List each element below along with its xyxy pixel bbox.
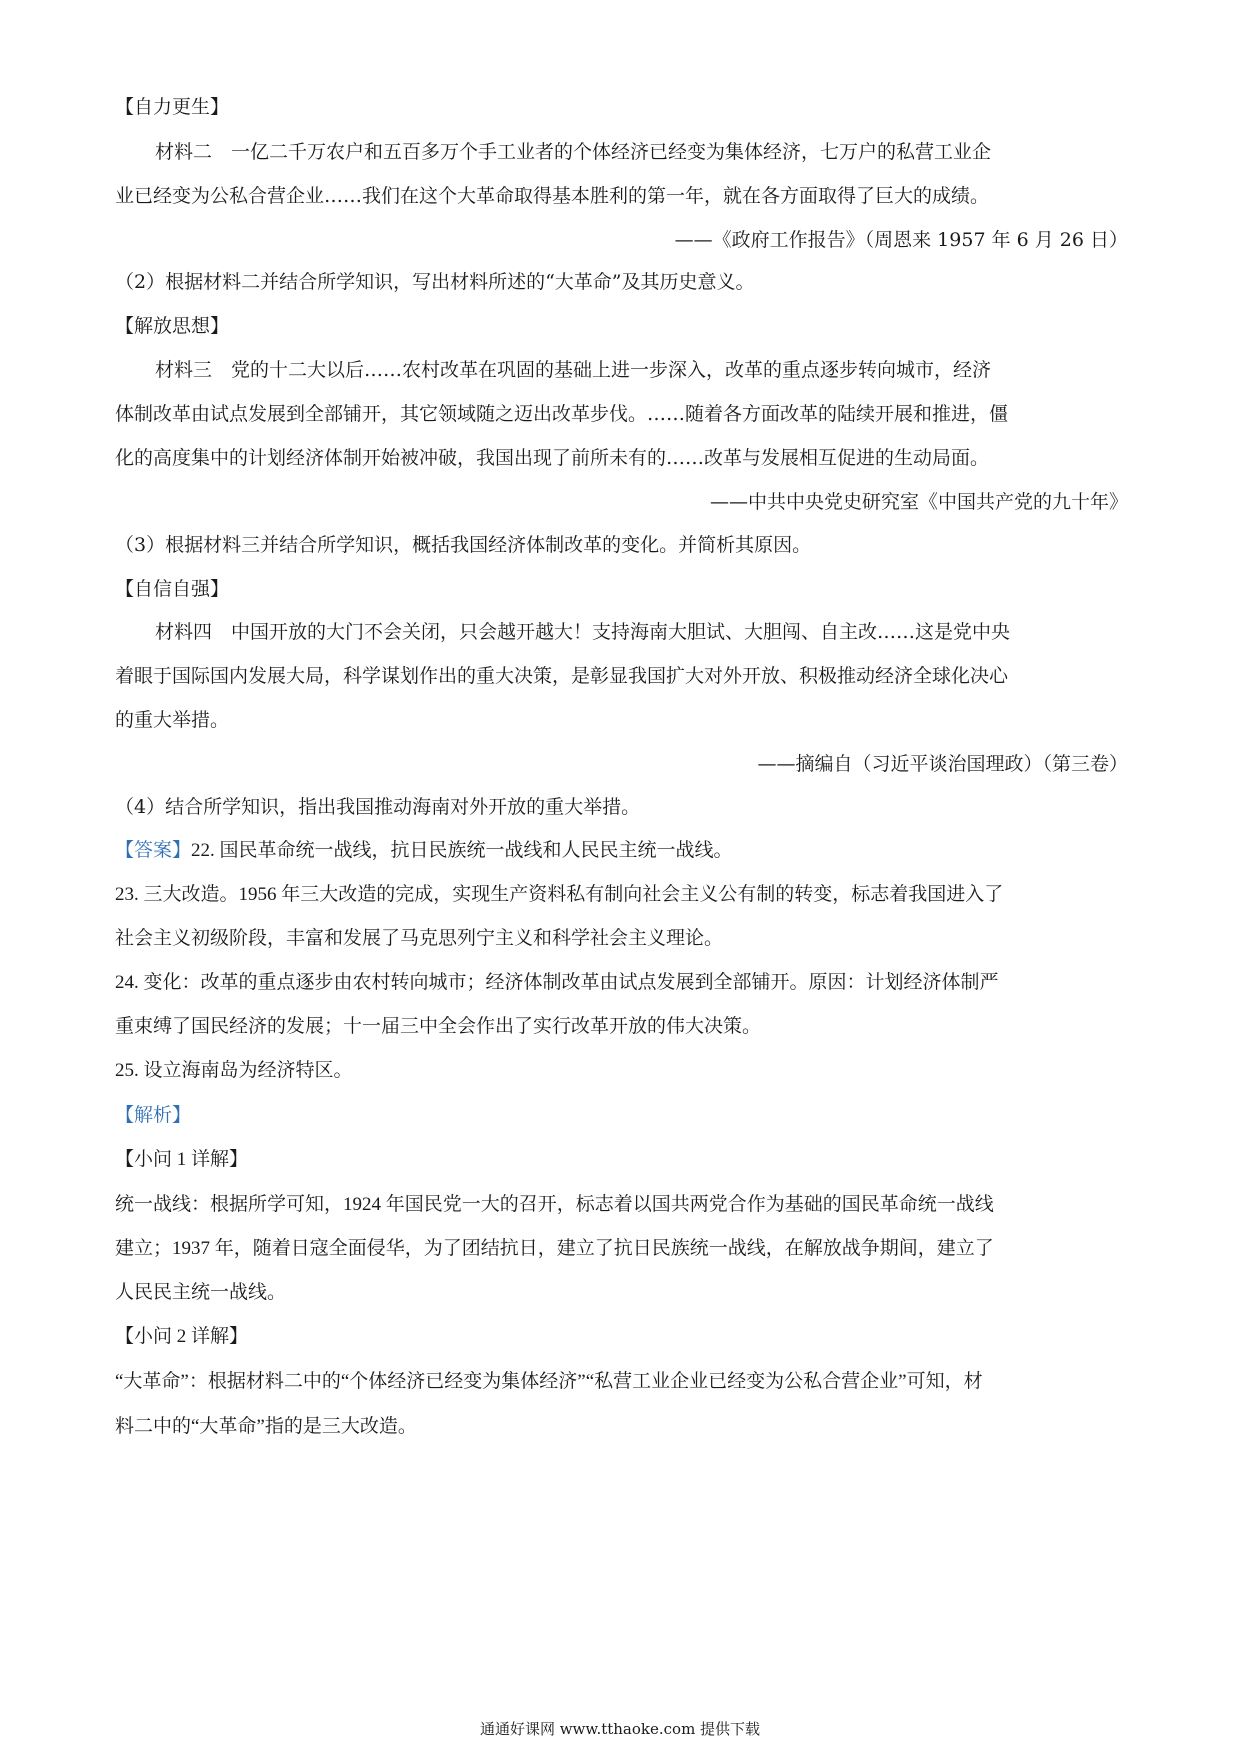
material-two-line-1: 材料二 一亿二千万农户和五百多万个手工业者的个体经济已经变为集体经济，七万户的私营工业企 bbox=[155, 141, 992, 163]
answer-24-line-2: 重束缚了国民经济的发展；十一届三中全会作出了实行改革开放的伟大决策。 bbox=[115, 1016, 762, 1037]
question-4: （4）结合所学知识，指出我国推动海南对外开放的重大举措。 bbox=[115, 796, 641, 818]
material-four-line-2: 着眼于国际国内发展大局，科学谋划作出的重大决策，是彰显我国扩大对外开放、积极推动经济全球化决心 bbox=[115, 665, 1009, 687]
section-heading: 【自力更生】 bbox=[115, 96, 230, 118]
material-three-line-1: 材料三 党的十二大以后……农村改革在巩固的基础上进一步深入，改革的重点逐步转向城市，经济 bbox=[155, 359, 992, 381]
section-heading: 【自信自强】 bbox=[115, 578, 230, 600]
sub-question-2-line-2: 料二中的“大革命”指的是三大改造。 bbox=[115, 1416, 417, 1437]
sub-question-2-line-1: “大革命”：根据材料二中的“个体经济已经变为集体经济”“私营工业企业已经变为公私合营企业”可知，材 bbox=[115, 1371, 983, 1392]
analysis-tag: 【解析】 bbox=[115, 1105, 192, 1126]
material-three-source: ——中共中央党史研究室《中国共产党的九十年》 bbox=[709, 491, 1128, 513]
sub-question-1-title: 【小问 1 详解】 bbox=[115, 1149, 249, 1170]
answer-tag: 【答案】 bbox=[115, 840, 192, 861]
sub-question-1-line-3: 人民民主统一战线。 bbox=[115, 1282, 287, 1303]
material-three-line-3: 化的高度集中的计划经济体制开始被冲破，我国出现了前所未有的……改革与发展相互促进的生动局面。 bbox=[115, 447, 990, 469]
answer-25: 25. 设立海南岛为经济特区。 bbox=[115, 1060, 353, 1081]
answer-23-line-1: 23. 三大改造。1956 年三大改造的完成，实现生产资料私有制向社会主义公有制的转变，标志着我国进入了 bbox=[115, 884, 1004, 905]
sub-question-1-line-2: 建立；1937 年，随着日寇全面侵华，为了团结抗日，建立了抗日民族统一战线，在解放战争期间，建立了 bbox=[115, 1238, 994, 1259]
question-3: （3）根据材料三并结合所学知识，概括我国经济体制改革的变化。并简析其原因。 bbox=[115, 534, 812, 556]
question-2: （2）根据材料二并结合所学知识，写出材料所述的“大革命”及其历史意义。 bbox=[115, 271, 755, 293]
sub-question-2-title: 【小问 2 详解】 bbox=[115, 1326, 249, 1347]
material-four-source: ——摘编自（习近平谈治国理政）（第三卷） bbox=[757, 753, 1128, 775]
material-two-line-2: 业已经变为公私合营企业……我们在这个大革命取得基本胜利的第一年，就在各方面取得了巨大的成绩。 bbox=[115, 185, 990, 207]
material-four-line-3: 的重大举措。 bbox=[115, 709, 230, 731]
answer-24-line-1: 24. 变化：改革的重点逐步由农村转向城市；经济体制改革由试点发展到全部铺开。原因：计划经济体制严 bbox=[115, 972, 999, 993]
section-heading: 【解放思想】 bbox=[115, 315, 230, 337]
material-three-line-2: 体制改革由试点发展到全部铺开，其它领域随之迈出改革步伐。……随着各方面改革的陆续开展和推进，僵 bbox=[115, 403, 1009, 425]
material-four-line-1: 材料四 中国开放的大门不会关闭，只会越开越大！支持海南大胆试、大胆闯、自主改……这是党中央 bbox=[155, 621, 1011, 643]
sub-question-1-line-1: 统一战线：根据所学可知，1924 年国民党一大的召开，标志着以国共两党合作为基础的国民革命统一战线 bbox=[115, 1194, 994, 1215]
material-two-source: ——《政府工作报告》（周恩来 1957 年 6 月 26 日） bbox=[674, 229, 1128, 251]
answer-23-line-2: 社会主义初级阶段，丰富和发展了马克思列宁主义和科学社会主义理论。 bbox=[115, 928, 724, 949]
answer-22: 【答案】22. 国民革命统一战线，抗日民族统一战线和人民民主统一战线。 bbox=[115, 840, 733, 861]
footer-watermark: 通通好课网 www.tthaoke.com 提供下载 bbox=[479, 1720, 761, 1738]
